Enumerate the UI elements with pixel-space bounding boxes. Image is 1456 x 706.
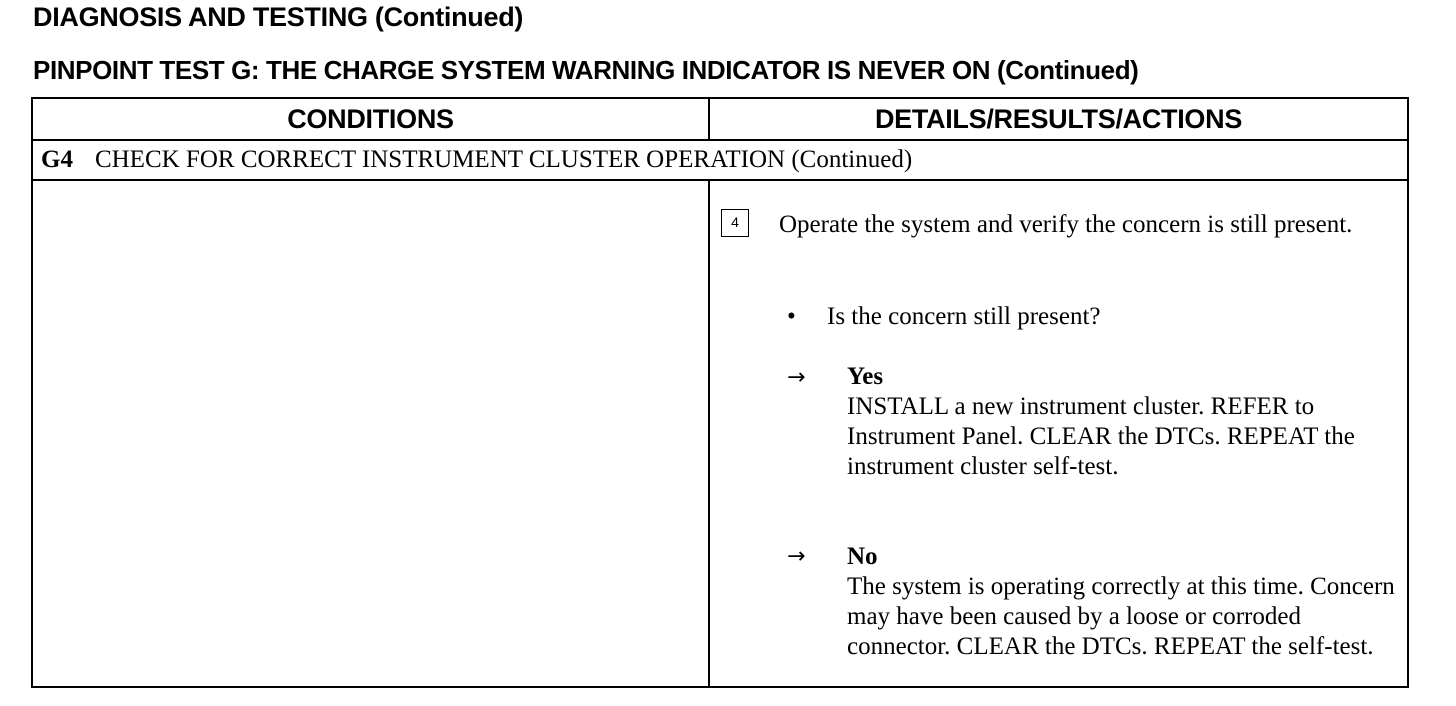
instruction-text: Operate the system and verify the concern is still present. bbox=[779, 211, 1353, 238]
step-code: G4 bbox=[41, 146, 73, 173]
table-header-row bbox=[32, 98, 1408, 140]
step-title-cell bbox=[32, 140, 1408, 180]
details-column-header: DETAILS/RESULTS/ACTIONS bbox=[709, 98, 1408, 140]
step-body-row bbox=[32, 180, 1408, 687]
conditions-column-header: CONDITIONS bbox=[32, 98, 709, 140]
pinpoint-test-title: PINPOINT TEST G: THE CHARGE SYSTEM WARNING INDICATOR IS NEVER ON (Continued) bbox=[33, 55, 1139, 85]
yes-action-text: INSTALL a new instrument cluster. REFER to Instrument Panel. CLEAR the DTCs. REPEAT the instrument cluster self-test. bbox=[847, 393, 1355, 480]
step-title-row bbox=[32, 140, 1408, 180]
page-heading: DIAGNOSIS AND TESTING (Continued) bbox=[33, 2, 524, 32]
details-cell bbox=[709, 180, 1408, 687]
question-text: Is the concern still present? bbox=[827, 303, 1101, 330]
no-answer bbox=[847, 542, 1407, 662]
no-action-text: The system is operating correctly at this time. Concern may have been caused by a loose or corroded connector. CLEAR the DTCs. REPEAT the self-test. bbox=[847, 573, 1395, 660]
step-title: CHECK FOR CORRECT INSTRUMENT CLUSTER OPERATION (Continued) bbox=[94, 146, 913, 173]
yes-label: Yes bbox=[847, 363, 884, 390]
yes-answer bbox=[847, 362, 1395, 482]
yes-arrow-icon: → bbox=[787, 365, 806, 390]
pinpoint-test-table bbox=[31, 97, 1409, 688]
conditions-cell bbox=[32, 180, 709, 687]
no-label: No bbox=[847, 543, 878, 570]
substep-number-box: 4 bbox=[721, 209, 749, 237]
no-arrow-icon: → bbox=[787, 544, 806, 569]
bullet-icon: • bbox=[787, 303, 796, 330]
